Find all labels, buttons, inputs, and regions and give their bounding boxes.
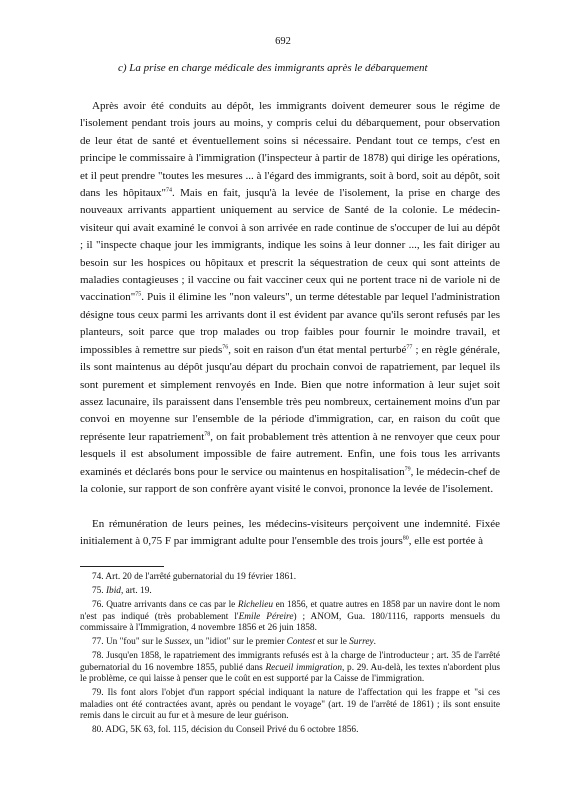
footnote-ref-80: 80 (402, 535, 409, 542)
text-run: . (373, 637, 376, 648)
paragraph-text (80, 98, 500, 498)
footnote-ref-74: 74 (166, 187, 173, 194)
text-run: , art. 19. (120, 585, 152, 596)
ship-name: Richelieu (237, 599, 273, 610)
section-heading: c) La prise en charge médicale des immigrants après le débarquement (118, 62, 428, 74)
body-paragraph-2 (80, 516, 500, 551)
footnote-ref-77: 77 (406, 344, 413, 351)
text-run: et sur le (315, 637, 350, 648)
text-run-italic: Ibid (105, 585, 121, 596)
text-run: , p. 29. Au-delà, les textes n'abordent plus le problème, ce qui laisse à penser que le coût en est supporté par la Caisse de l'immigration. (80, 662, 501, 685)
publication-title: Recueil immigration (265, 662, 343, 673)
footnote-ref-79: 79 (404, 465, 411, 472)
text-run: en 1856, et quatre autres en 1858 par un navire dont le nom n'est pas indiqué (très probablement l' (80, 599, 500, 622)
text-run: . Mais en fait, jusqu'à la levée de l'isolement, la prise en charge des nouveaux arrivants appartient uniquement au service de Santé de la colonie. Le médecin-visiteur qui avait examiné le convoi à son arrivée en rade continue de s'occuper de lui au dépôt ; il "inspecte chaque jour les immigrants, indique les soins à leur donner ..., les fait diriger au besoin sur les hospices ou hôpitaux et prescrit la séquestration de ceux qui sont atteints de maladies contagieuses ; il vaccine ou fait vacciner ceux qui ne portent trace ni de variole ni de vaccination" (80, 187, 500, 304)
footnotes (80, 572, 500, 739)
page-number: 692 (275, 36, 291, 47)
footnote-78 (80, 651, 500, 686)
footnote-79: 79. Ils font alors l'objet d'un rapport spécial indiquant la nature de l'affectation qui les frappe et "si ces maladies ont été contractées avant, après ou pendant le voyage" (art. 19 de l'arrêté de 1861) ; ils sont ensuite remis dans le circuit au fur et à mesure de leur guérison. (80, 688, 500, 722)
footnote-77 (80, 637, 500, 649)
text-run: 78. Jusqu'en 1858, le rapatriement des immigrants refusés est à la charge de l'introducteur ; art. 35 de l'arrêté gubernatorial du 16 novembre 1855, publié dans (80, 651, 500, 673)
paragraph-text (80, 516, 500, 551)
text-run: Après avoir été conduits au dépôt, les immigrants doivent demeurer sous le régime de l'isolement pendant trois jours au moins, y compris celui du débarquement, pour observation de leur état de santé et éventuellement soins si nécessaire. Pendant tout ce temps, c'est en principe le commissaire à l'immigration (l'inspecteur à partir de 1878) qui dirige les opérations, et il peut prendre "toutes les mesures ... à l'égard des immigrants, soit à bord, soit au dépôt, soit dans les hôpitaux" (80, 100, 500, 200)
footnote-ref-75: 75 (135, 291, 142, 298)
footnote-80: 80. ADG, 5K 63, fol. 115, décision du Conseil Privé du 6 octobre 1856. (92, 725, 359, 736)
text-run: 76. Quatre arrivants dans ce cas par le (92, 599, 238, 610)
text-run: ; en règle générale, ils sont maintenus au dépôt jusqu'au départ du prochain convoi de rapatriement, par lequel ils sont purement et simplement renvoyés en Inde. Bien que notre information à leur sujet soit assez lacunaire, ils paraissent dans l'ensemble très peu nombreux, certainement moins d'un par convoi en moyenne sur l'ensemble de la période d'immigration, car, en raison du coût que représente leur rapatriement (80, 343, 500, 443)
ship-name: Surrey (349, 637, 374, 648)
text-run: , le médecin-chef de la colonie, sur rapport de son confrère ayant visité le convoi, prononce la levée de l'isolement. (80, 465, 501, 495)
text-run: , on fait probablement très attention à ne renvoyer que ceux pour lesquels il est absolument impossible de faire autrement. Enfin, une fois tous les arrivants examinés et déclarés bons pour le service ou maintenus en hospitalisation (80, 430, 500, 478)
ship-name: Emile Péreire (238, 611, 294, 622)
text-run: , elle est portée à (408, 535, 483, 548)
text-run: ) ; ANOM, Gua. 180/1116, rapports mensuels du commissaire à l'Immigration, 4 novembre 1856 et 26 juin 1858. (80, 611, 501, 634)
text-run: , soit en raison d'un état mental perturbé (228, 343, 407, 356)
footnote-ref-76: 76 (222, 344, 229, 351)
footnote-75 (80, 586, 500, 598)
text-run: , un "idiot" sur le premier (189, 637, 287, 648)
footnote-ref-78: 78 (204, 431, 211, 438)
ship-name: Sussex (164, 637, 190, 648)
text-run: 77. Un "fou" sur le (92, 637, 165, 648)
footnote-separator (80, 566, 164, 567)
footnote-74: 74. Art. 20 de l'arrêté gubernatorial du 19 février 1861. (92, 572, 297, 582)
text-run: En rémunération de leurs peines, les médecins-visiteurs perçoivent une indemnité. Fixée initialement à 0,75 F par immigrant adulte pour l'ensemble des trois jours (80, 518, 500, 548)
text-run: 75. (92, 585, 106, 596)
footnote-76 (80, 600, 500, 635)
text-run: . Puis il élimine les "non valeurs", un terme détestable par lequel l'administration désigne tous ceux parmi les arrivants dont il est évident par avance qu'ils seront refusés par les planteurs, soit parce que trop malades ou trop faibles pour fournir le moindre travail, et impossibles à remettre sur pieds (80, 291, 500, 356)
body-paragraph-1 (80, 98, 500, 498)
ship-name: Contest (286, 637, 316, 648)
